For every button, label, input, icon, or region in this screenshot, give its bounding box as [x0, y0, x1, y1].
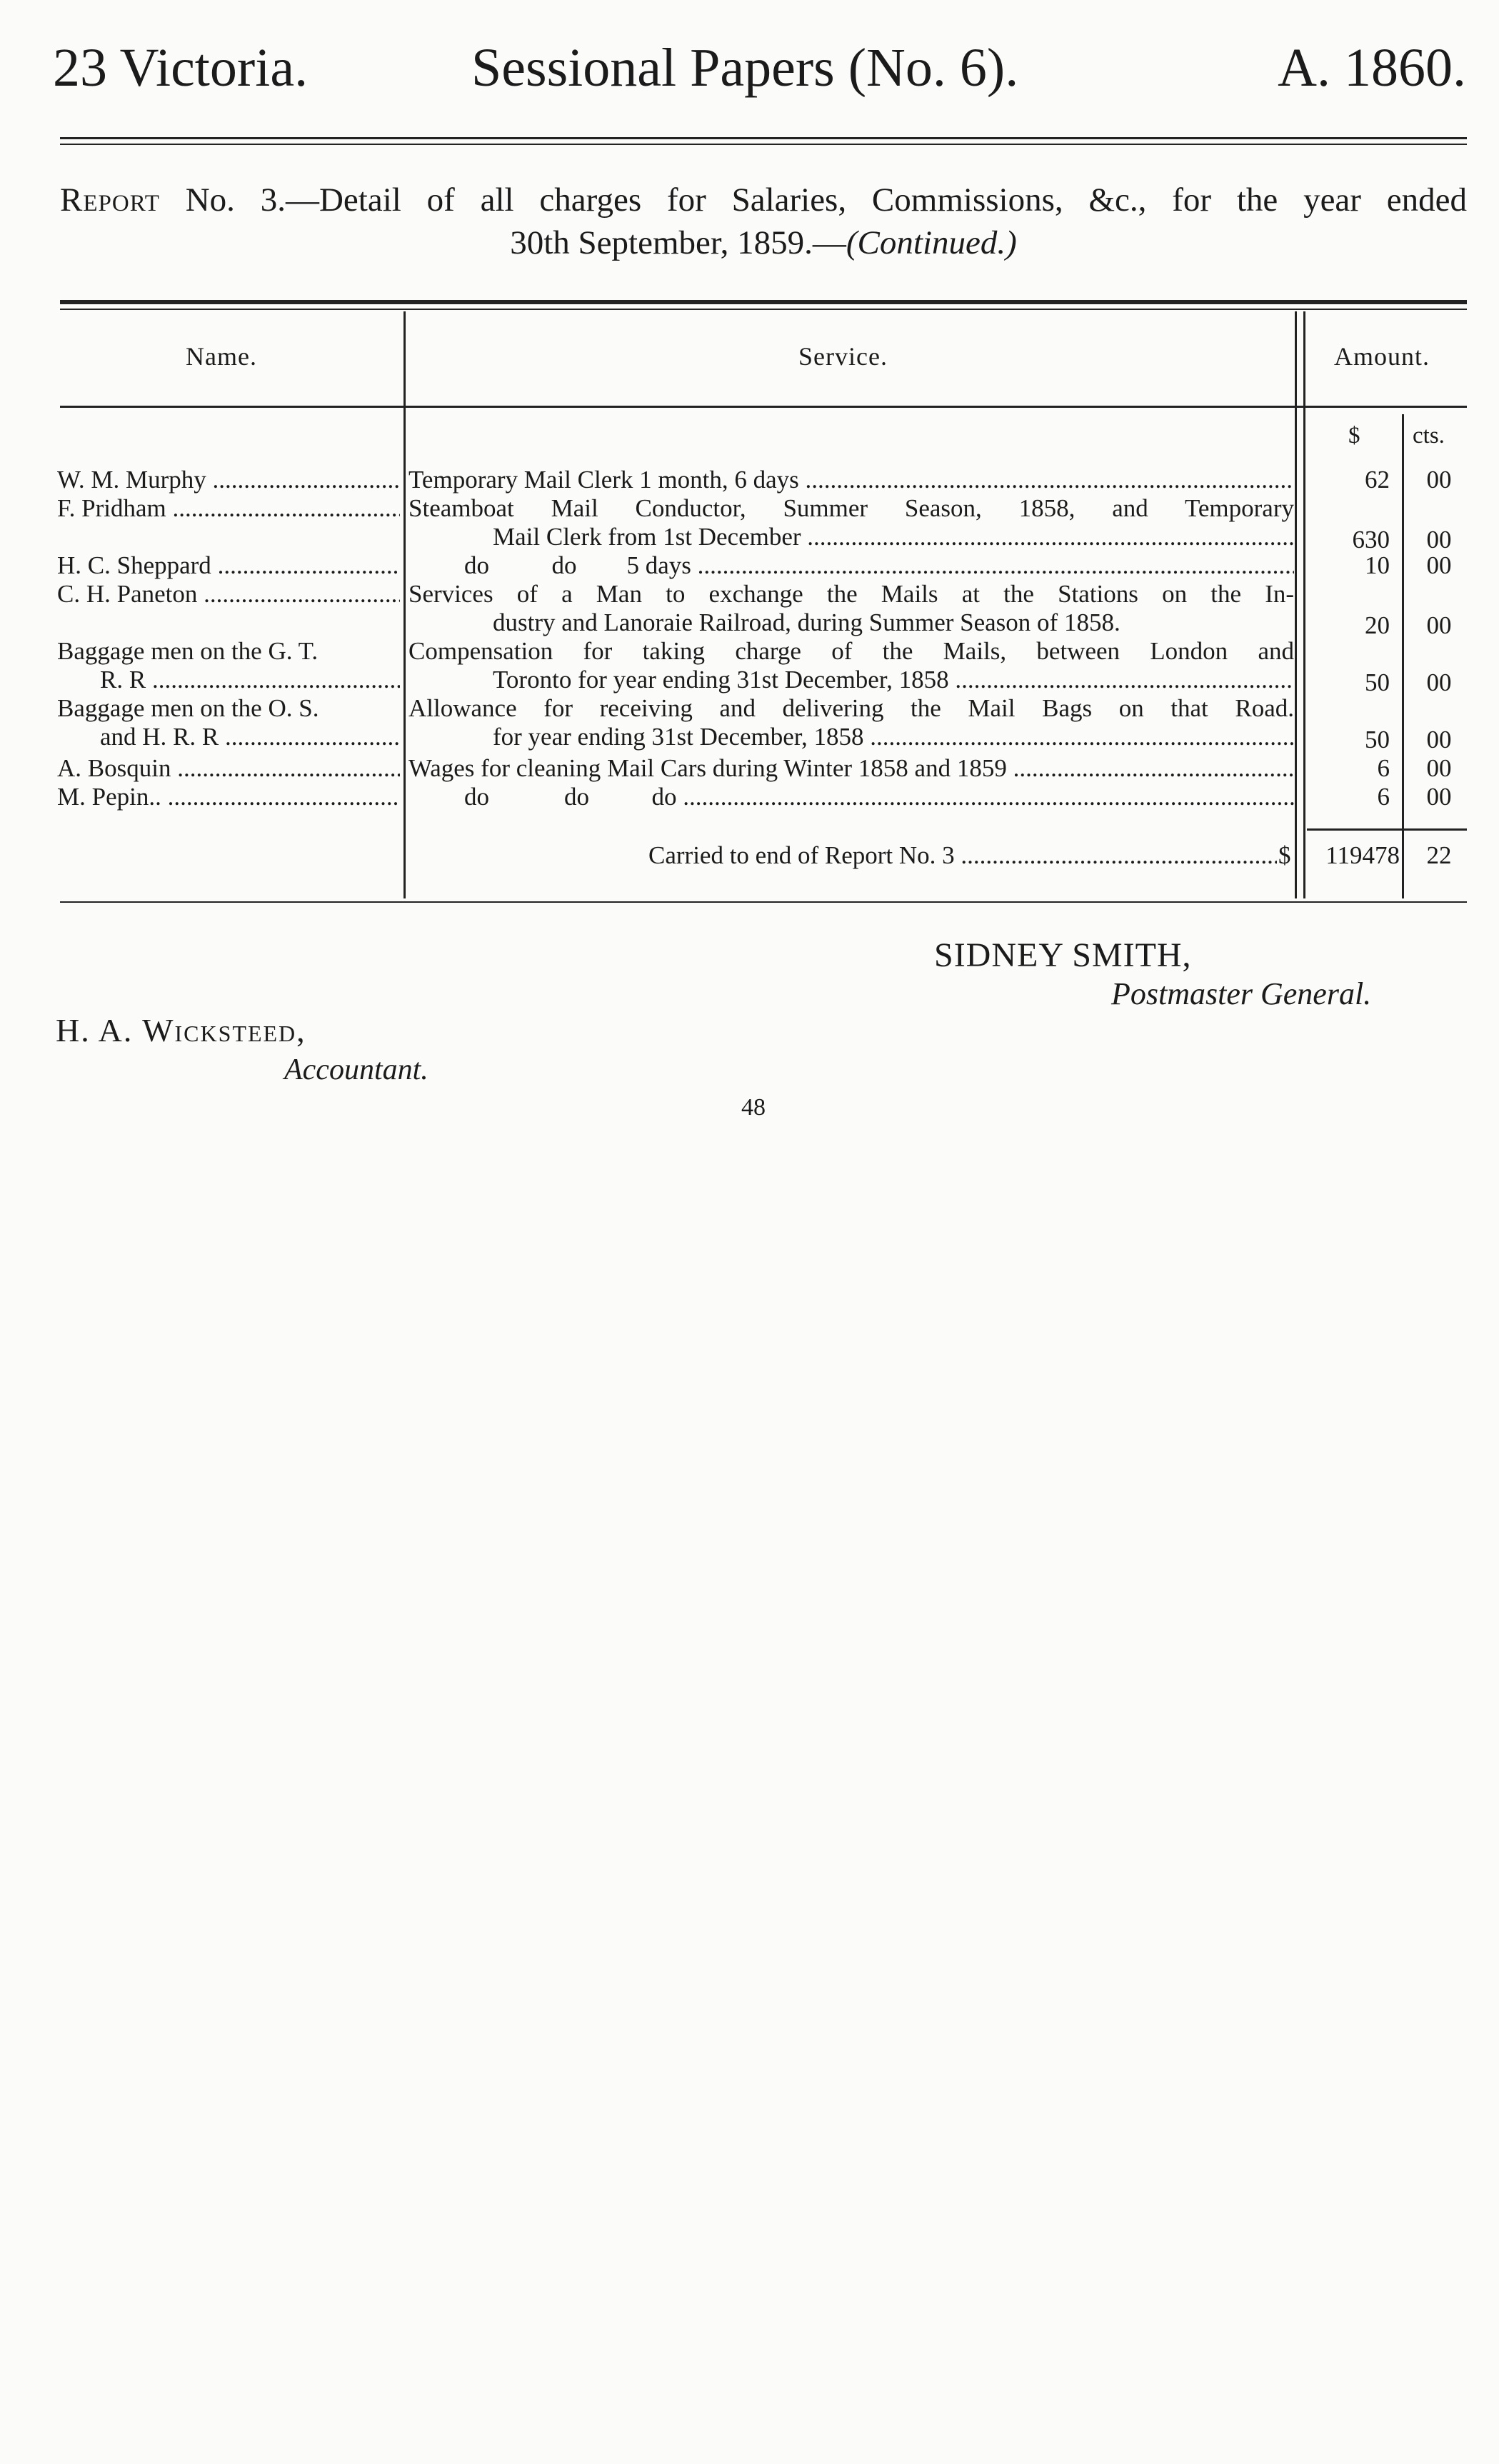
row-7-name: A. Bosquin ..... — [57, 754, 400, 783]
report-title-line1 — [60, 179, 1467, 221]
row-1-dollars: 62 — [1365, 466, 1390, 494]
row-2-service-cont: Mail Clerk from 1st December ..... — [493, 523, 1294, 551]
table-top-rule-thin — [60, 309, 1467, 310]
row-5-dollars: 50 — [1365, 668, 1390, 696]
row-3-name: H. C. Sheppard ..... — [57, 551, 400, 580]
row-2-cents: 00 — [1426, 526, 1452, 554]
row-3-dollars: 10 — [1365, 551, 1390, 579]
row-6-service: Allowance for receiving and delivering the Mail Bags on that Road. — [408, 694, 1294, 722]
column-header-service: Service. — [798, 342, 888, 371]
row-7-service: Wages for cleaning Mail Cars during Winter 1858 and 1859 ..... — [408, 754, 1294, 783]
row-4-service: Services of a Man to exchange the Mails at the Stations on the In- — [408, 580, 1294, 608]
report-title-line2 — [60, 221, 1467, 264]
row-2-dollars: 630 — [1352, 526, 1390, 554]
row-5-name-cont: R. R ..... — [100, 666, 400, 694]
row-5-service: Compensation for taking charge of the Mails, between London and — [408, 637, 1294, 665]
column-header-amount: Amount. — [1334, 342, 1430, 371]
table-header-rule — [60, 406, 1467, 408]
postmaster-title: Postmaster General. — [1111, 976, 1372, 1011]
total-cents: 22 — [1426, 841, 1452, 869]
row-7-cents: 00 — [1426, 754, 1452, 782]
row-8-service: do do do ..... — [464, 783, 1294, 811]
header-session: 23 Victoria. — [53, 38, 309, 98]
postmaster-name: SIDNEY SMITH, — [934, 936, 1192, 974]
table-top-rule — [60, 300, 1467, 304]
header-rule-bottom — [60, 144, 1467, 145]
row-4-service-cont: dustry and Lanoraie Railroad, during Summer Season of 1858. — [493, 609, 1121, 636]
total-rule — [1307, 828, 1467, 831]
row-2-service: Steamboat Mail Conductor, Summer Season, 1858, and Temporary — [408, 494, 1294, 522]
row-6-name-cont: and H. R. R ..... — [100, 723, 400, 751]
row-8-cents: 00 — [1426, 783, 1452, 811]
row-8-dollars: 6 — [1377, 783, 1390, 811]
col-divider-service-1 — [1295, 311, 1297, 898]
row-1-name: W. M. Murphy ..... — [57, 466, 400, 494]
row-5-name: Baggage men on the G. T. — [57, 637, 319, 665]
header-rule-top — [60, 137, 1467, 139]
row-8-name: M. Pepin.. ..... — [57, 783, 400, 811]
row-7-dollars: 6 — [1377, 754, 1390, 782]
report-title-text: No. 3.—Detail of all charges for Salaries, Commissions, &c., for the year ended — [185, 181, 1467, 219]
row-2-name: F. Pridham ..... — [57, 494, 400, 523]
row-4-name: C. H. Paneton ..... — [57, 580, 400, 609]
row-1-cents: 00 — [1426, 466, 1452, 494]
accountant-title: Accountant. — [284, 1053, 428, 1086]
report-lead: Report — [60, 181, 160, 219]
row-4-cents: 00 — [1426, 611, 1452, 639]
header-year: A. 1860. — [1278, 38, 1466, 98]
unit-cents: cts. — [1413, 423, 1445, 449]
row-4-dollars: 20 — [1365, 611, 1390, 639]
row-6-name: Baggage men on the O. S. — [57, 694, 319, 722]
row-6-service-cont: for year ending 31st December, 1858 ..... — [493, 723, 1294, 751]
col-divider-name — [403, 311, 406, 898]
column-header-name: Name. — [186, 342, 257, 371]
row-6-dollars: 50 — [1365, 726, 1390, 753]
running-header — [0, 36, 1499, 100]
col-divider-cents — [1402, 414, 1404, 898]
unit-dollars: $ — [1348, 423, 1360, 449]
total-label: Carried to end of Report No. 3 ..... — [648, 841, 1277, 870]
row-3-cents: 00 — [1426, 551, 1452, 579]
report-continued: (Continued.) — [846, 224, 1017, 261]
row-1-service: Temporary Mail Clerk 1 month, 6 days ..... — [408, 466, 1294, 494]
report-title — [60, 179, 1467, 264]
page-number: 48 — [741, 1094, 766, 1121]
total-currency: $ — [1278, 841, 1291, 869]
accountant-name: H. A. Wicksteed, — [56, 1012, 306, 1048]
row-3-service: do do 5 days ..... — [464, 551, 1294, 580]
row-5-cents: 00 — [1426, 668, 1452, 696]
total-dollars: 119478 — [1325, 841, 1400, 869]
table-bottom-rule — [60, 901, 1467, 903]
row-6-cents: 00 — [1426, 726, 1452, 753]
row-5-service-cont: Toronto for year ending 31st December, 1858 ..... — [493, 666, 1294, 694]
report-date: 30th September, 1859.— — [510, 224, 846, 261]
header-papers: Sessional Papers (No. 6). — [471, 38, 1019, 98]
